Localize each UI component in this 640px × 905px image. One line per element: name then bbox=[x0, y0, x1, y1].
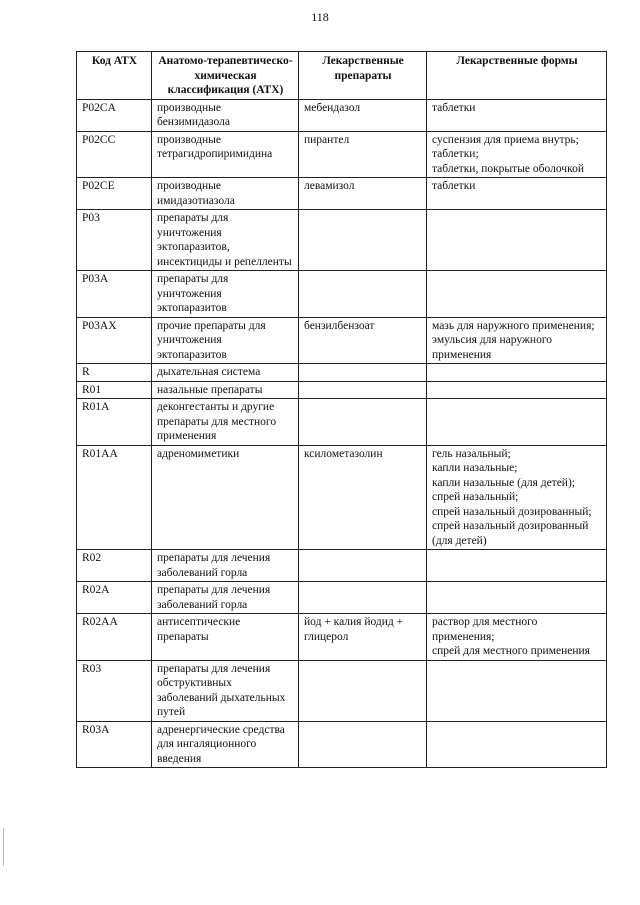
cell-code: R03A bbox=[77, 721, 152, 768]
header-classification: Анатомо-терапевтическо-химическая классификация (АТХ) bbox=[152, 52, 299, 100]
cell-classification: препараты для лечения обструктивных заболеваний дыхательных путей bbox=[152, 660, 299, 721]
table-row bbox=[77, 210, 607, 271]
cell-code: R03 bbox=[77, 660, 152, 721]
table-row bbox=[77, 660, 607, 721]
cell-classification: препараты для уничтожения эктопаразитов bbox=[152, 271, 299, 318]
header-forms: Лекарственные формы bbox=[427, 52, 607, 100]
cell-forms: гель назальный; капли назальные; капли назальные (для детей); спрей назальный; спрей назальный дозированный; спрей назальный дозированный (для детей) bbox=[427, 445, 607, 550]
cell-forms: мазь для наружного применения; эмульсия для наружного применения bbox=[427, 317, 607, 364]
cell-classification: прочие препараты для уничтожения эктопаразитов bbox=[152, 317, 299, 364]
cell-forms: таблетки bbox=[427, 99, 607, 131]
cell-drug bbox=[299, 550, 427, 582]
cell-code: P02CE bbox=[77, 178, 152, 210]
table-row bbox=[77, 399, 607, 446]
cell-code: R02AA bbox=[77, 614, 152, 661]
cell-forms: таблетки bbox=[427, 178, 607, 210]
cell-drug bbox=[299, 210, 427, 271]
cell-forms bbox=[427, 381, 607, 399]
cell-code: P03 bbox=[77, 210, 152, 271]
cell-drug bbox=[299, 399, 427, 446]
cell-forms bbox=[427, 721, 607, 768]
cell-forms bbox=[427, 550, 607, 582]
cell-drug bbox=[299, 660, 427, 721]
table-row bbox=[77, 614, 607, 661]
cell-drug: мебендазол bbox=[299, 99, 427, 131]
cell-code: P03A bbox=[77, 271, 152, 318]
cell-classification: дыхательная система bbox=[152, 364, 299, 382]
cell-code: R01A bbox=[77, 399, 152, 446]
table-row bbox=[77, 721, 607, 768]
table-row bbox=[77, 317, 607, 364]
table-row bbox=[77, 178, 607, 210]
table-row bbox=[77, 582, 607, 614]
cell-forms: суспензия для приема внутрь; таблетки; таблетки, покрытые оболочкой bbox=[427, 131, 607, 178]
table-row bbox=[77, 550, 607, 582]
atx-drug-table bbox=[76, 51, 607, 768]
cell-drug bbox=[299, 364, 427, 382]
cell-drug bbox=[299, 721, 427, 768]
cell-classification: адреномиметики bbox=[152, 445, 299, 550]
cell-code: R01 bbox=[77, 381, 152, 399]
cell-drug: левамизол bbox=[299, 178, 427, 210]
header-drugs: Лекарственные препараты bbox=[299, 52, 427, 100]
cell-classification: препараты для лечения заболеваний горла bbox=[152, 582, 299, 614]
cell-code: R02 bbox=[77, 550, 152, 582]
cell-drug bbox=[299, 271, 427, 318]
cell-drug: пирантел bbox=[299, 131, 427, 178]
cell-forms bbox=[427, 582, 607, 614]
scan-edge-mark bbox=[3, 828, 4, 866]
cell-code: R bbox=[77, 364, 152, 382]
cell-classification: назальные препараты bbox=[152, 381, 299, 399]
table-header-row bbox=[77, 52, 607, 100]
cell-forms bbox=[427, 660, 607, 721]
cell-classification: производные тетрагидропиримидина bbox=[152, 131, 299, 178]
cell-classification: деконгестанты и другие препараты для местного применения bbox=[152, 399, 299, 446]
cell-drug: йод + калия йодид + глицерол bbox=[299, 614, 427, 661]
table-row bbox=[77, 381, 607, 399]
table-row bbox=[77, 271, 607, 318]
cell-forms: раствор для местного применения; спрей для местного применения bbox=[427, 614, 607, 661]
cell-classification: производные бензимидазола bbox=[152, 99, 299, 131]
cell-classification: производные имидазотиазола bbox=[152, 178, 299, 210]
cell-code: P02CA bbox=[77, 99, 152, 131]
cell-code: P02CC bbox=[77, 131, 152, 178]
table-row bbox=[77, 131, 607, 178]
cell-code: R02A bbox=[77, 582, 152, 614]
cell-drug: бензилбензоат bbox=[299, 317, 427, 364]
cell-drug bbox=[299, 582, 427, 614]
cell-classification: препараты для лечения заболеваний горла bbox=[152, 550, 299, 582]
table-row bbox=[77, 445, 607, 550]
header-code: Код АТХ bbox=[77, 52, 152, 100]
page-number: 118 bbox=[311, 10, 329, 24]
cell-code: R01AA bbox=[77, 445, 152, 550]
cell-drug bbox=[299, 381, 427, 399]
cell-drug: ксилометазолин bbox=[299, 445, 427, 550]
cell-code: P03AX bbox=[77, 317, 152, 364]
cell-classification: антисептические препараты bbox=[152, 614, 299, 661]
table-row bbox=[77, 99, 607, 131]
table-row bbox=[77, 364, 607, 382]
cell-forms bbox=[427, 271, 607, 318]
cell-forms bbox=[427, 364, 607, 382]
cell-classification: адренергические средства для ингаляционного введения bbox=[152, 721, 299, 768]
cell-forms bbox=[427, 399, 607, 446]
cell-forms bbox=[427, 210, 607, 271]
cell-classification: препараты для уничтожения эктопаразитов, инсектициды и репелленты bbox=[152, 210, 299, 271]
